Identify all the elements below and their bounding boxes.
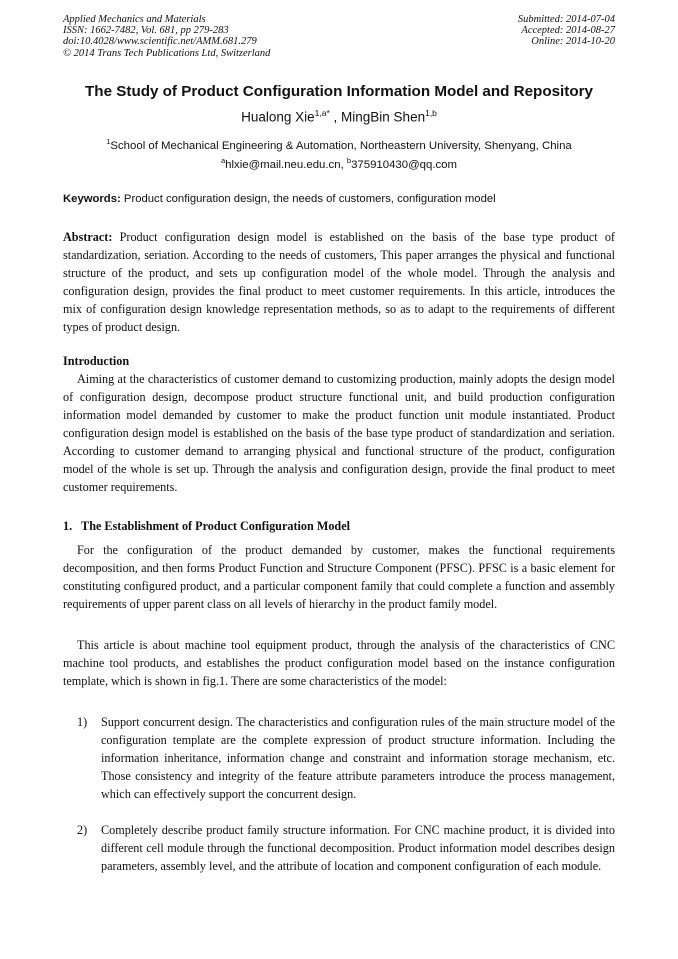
affiliation-marker: 1 bbox=[106, 137, 111, 146]
list-item-text: Completely describe product family structure information. For CNC machine product, it is divided into different cell module through the functional decomposition. Product information model describes design parameters, assembly level, and the attribute of location and component configuration of each module. bbox=[101, 823, 615, 874]
abstract bbox=[63, 228, 615, 336]
paper-title: The Study of Product Configuration Information Model and Repository bbox=[85, 83, 593, 100]
list-item-number: 2) bbox=[77, 823, 88, 837]
author-list bbox=[0, 108, 678, 125]
affiliation bbox=[0, 137, 678, 152]
introduction-text: Aiming at the characteristics of customer demand to customizing production, mainly adopts the design model of configuration design, decompose product structure functional unit, and build production configuration information model demanded by customer to make the product function unit module instantiated. Product configuration design model is established on the basis of the base type product of standardization and seriation. According to customer demand to arranging physical and functional structure of the product, configuration model of the whole is set up. Through the analysis and configuration design, provide the final product to meet customer requirements. bbox=[63, 372, 615, 495]
email-a[interactable]: hlxie@mail.neu.edu.cn, bbox=[225, 158, 347, 171]
journal-info bbox=[63, 14, 270, 59]
submitted-date: Submitted: 2014-07-04 bbox=[517, 14, 615, 25]
email-b[interactable]: 375910430@qq.com bbox=[351, 158, 458, 171]
keywords-text: Product configuration design, the needs of customers, configuration model bbox=[120, 193, 496, 205]
abstract-text: Product configuration design model is established on the basis of the base type product of standardization, seriation. According to the needs of customers, This paper arranges the physical and functional structure of the product, and sets up configuration model of the whole model. Through the analysis and configuration design, provides the final product to meet customer requirements. In this article, introduces the mix of configuration design knowledge representation methods, so as to adapt to the requirements of different types of product design. bbox=[63, 230, 615, 335]
author-separator: , bbox=[329, 109, 342, 125]
section-1-paragraph-1: For the configuration of the product demanded by customer, makes the functional requirements decomposition, and then forms Product Function and Structure Component (PFSC). PFSC is a basic element for constituting configured product, and a particular component family that could complete a function and assembly requirements of upper parent class on all levels of hierarchy in the product family model. bbox=[63, 543, 615, 612]
introduction-heading: Introduction bbox=[63, 354, 130, 368]
email-a-marker: a bbox=[220, 156, 226, 165]
emails bbox=[0, 156, 678, 171]
affiliation-text: School of Mechanical Engineering & Automation, Northeastern University, Shenyang, China bbox=[110, 139, 572, 152]
author-1-affiliation: 1,a* bbox=[314, 108, 330, 118]
list-item-text: Support concurrent design. The characteristics and configuration rules of the main structure model of the configuration template are the complete expression of product structure information. Including the information inheritance, information change and constraint and information storage mechanism, etc. Those consistency and integrity of the feature attribute parameters introduce the process management, which can effectively support the concurrent design. bbox=[101, 715, 615, 802]
section-1-heading: 1. The Establishment of Product Configuration Model bbox=[63, 519, 350, 533]
author-2: MingBin Shen bbox=[341, 109, 426, 125]
keywords-label: Keywords: bbox=[63, 193, 121, 205]
list-item bbox=[63, 821, 615, 875]
publication-dates bbox=[518, 14, 615, 48]
author-2-affiliation: 1,b bbox=[425, 108, 437, 118]
section-1-paragraph-2: This article is about machine tool equipment product, through the analysis of the characteristics of CNC machine tool products, and establishes the product configuration model based on the instance configuration template, which is shown in fig.1. There are some characteristics of the model: bbox=[63, 638, 615, 689]
issn: ISSN: 1662-7482, Vol. 681, pp 279-283 bbox=[63, 25, 229, 37]
list-item bbox=[63, 713, 615, 803]
list-item-number: 1) bbox=[77, 715, 88, 729]
keywords bbox=[63, 193, 615, 205]
journal-name: Applied Mechanics and Materials bbox=[63, 14, 206, 25]
copyright: © 2014 Trans Tech Publications Ltd, Switzerland bbox=[63, 47, 271, 59]
author-1: Hualong Xie bbox=[241, 109, 315, 125]
abstract-label: Abstract: bbox=[63, 230, 113, 244]
accepted-date: Accepted: 2014-08-27 bbox=[521, 25, 615, 37]
email-b-marker: b bbox=[346, 156, 352, 165]
online-date: Online: 2014-10-20 bbox=[531, 36, 615, 48]
doi[interactable]: doi:10.4028/www.scientific.net/AMM.681.279 bbox=[63, 36, 257, 48]
